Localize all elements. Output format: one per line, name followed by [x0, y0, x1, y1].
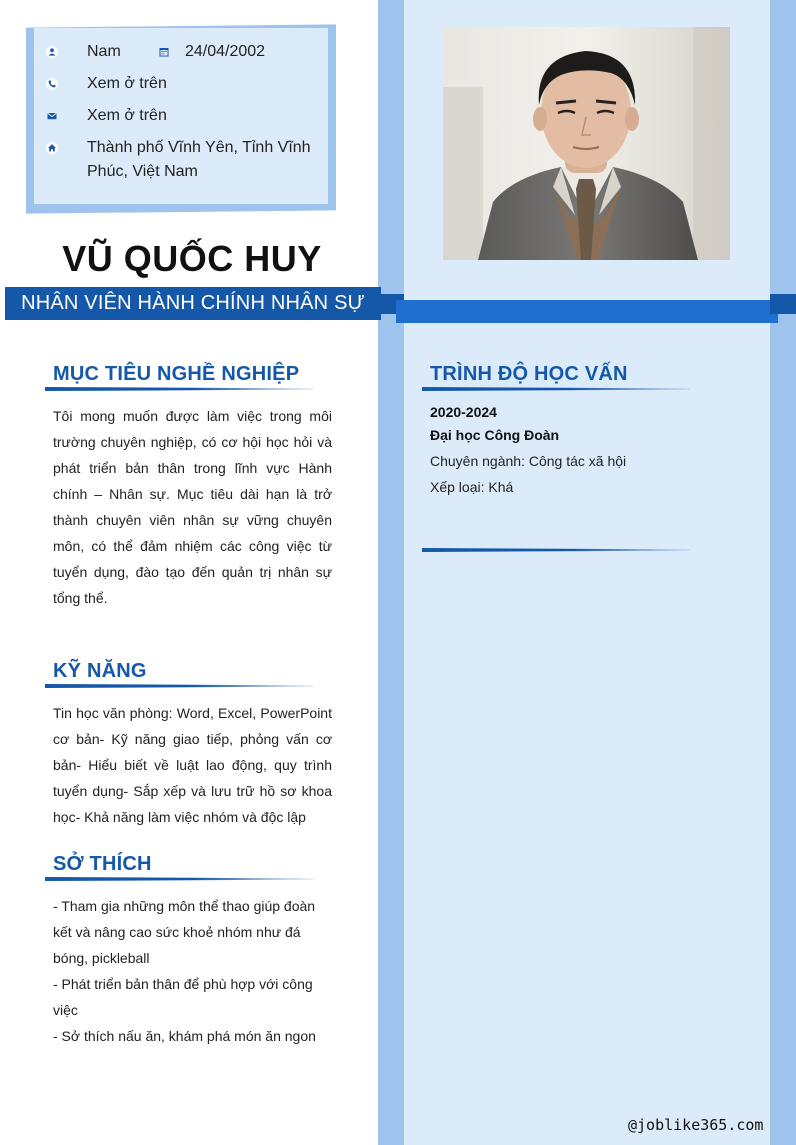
objective-title: MỤC TIÊU NGHỀ NGHIỆP	[53, 363, 300, 385]
email-value[interactable]: Xem ở trên	[87, 107, 167, 124]
education-title: TRÌNH ĐỘ HỌC VẤN	[430, 363, 628, 385]
watermark: @joblike365.com	[628, 1116, 764, 1134]
hobby-item: - Sở thích nấu ăn, khám phá món ăn ngon	[53, 1028, 316, 1044]
objective-text: Tôi mong muốn được làm việc trong môi trường chuyên nghiệp, có cơ hội học hỏi và phát triển bản thân trong lĩnh vực Hành chính – Nhân sự. Mục tiêu dài hạn là trở thành chuyên viên nhân sự vững chuyên môn, có thể đảm nhiệm các công việc từ tuyển dụng, đào tạo đến quản trị nhân sự tổng thể.	[53, 408, 332, 606]
right-column-left-stripe	[378, 0, 404, 1145]
calendar-icon	[158, 40, 180, 64]
contact-address	[46, 136, 337, 184]
education-major: Chuyên ngành: Công tác xã hội	[430, 453, 627, 469]
education-grade: Xếp loại: Khá	[430, 479, 514, 495]
address-value: Thành phố Vĩnh Yên, Tỉnh Vĩnh Phúc, Việt Nam	[87, 139, 311, 180]
gender-value: Nam	[87, 43, 121, 60]
contact-birthdate	[158, 40, 265, 64]
full-name: VŨ QUỐC HUY	[62, 238, 322, 279]
education-period: 2020-2024	[430, 404, 497, 420]
contact-gender	[46, 40, 157, 64]
skills-divider	[45, 684, 313, 688]
hobbies-divider	[45, 877, 313, 881]
band-edge	[770, 294, 796, 314]
hobby-item: - Phát triển bản thân để phù hợp với công việc	[53, 976, 313, 1018]
profile-photo	[443, 27, 730, 260]
birthdate-value: 24/04/2002	[185, 43, 266, 60]
skills-text: Tin học văn phòng: Word, Excel, PowerPoint cơ bản- Kỹ năng giao tiếp, phỏng vấn cơ bản- Hiểu biết về luật lao động, quy trình tuyển dụng- Sắp xếp và lưu trữ hồ sơ khoa học- Khả năng làm việc nhóm và độc lập	[53, 705, 332, 825]
hobbies-list	[53, 893, 321, 1049]
portrait-icon	[443, 27, 730, 260]
phone-icon	[46, 72, 68, 96]
contact-email	[46, 104, 337, 128]
right-column-right-stripe	[770, 0, 796, 1145]
objective-divider	[45, 387, 313, 391]
skills-title: KỸ NĂNG	[53, 660, 147, 682]
user-icon	[46, 40, 68, 64]
contact-phone	[46, 72, 337, 96]
education-school: Đại học Công Đoàn	[430, 427, 560, 443]
right-accent-band	[396, 300, 778, 323]
phone-value[interactable]: Xem ở trên	[87, 75, 167, 92]
mail-icon	[46, 104, 68, 128]
hobbies-title: SỞ THÍCH	[53, 853, 152, 875]
job-title: NHÂN VIÊN HÀNH CHÍNH NHÂN SỰ	[21, 292, 365, 314]
home-icon	[46, 136, 68, 160]
hobby-item: - Tham gia những môn thể thao giúp đoàn kết và nâng cao sức khoẻ nhóm như đá bóng, pickleball	[53, 898, 316, 966]
job-title-band	[5, 287, 381, 320]
